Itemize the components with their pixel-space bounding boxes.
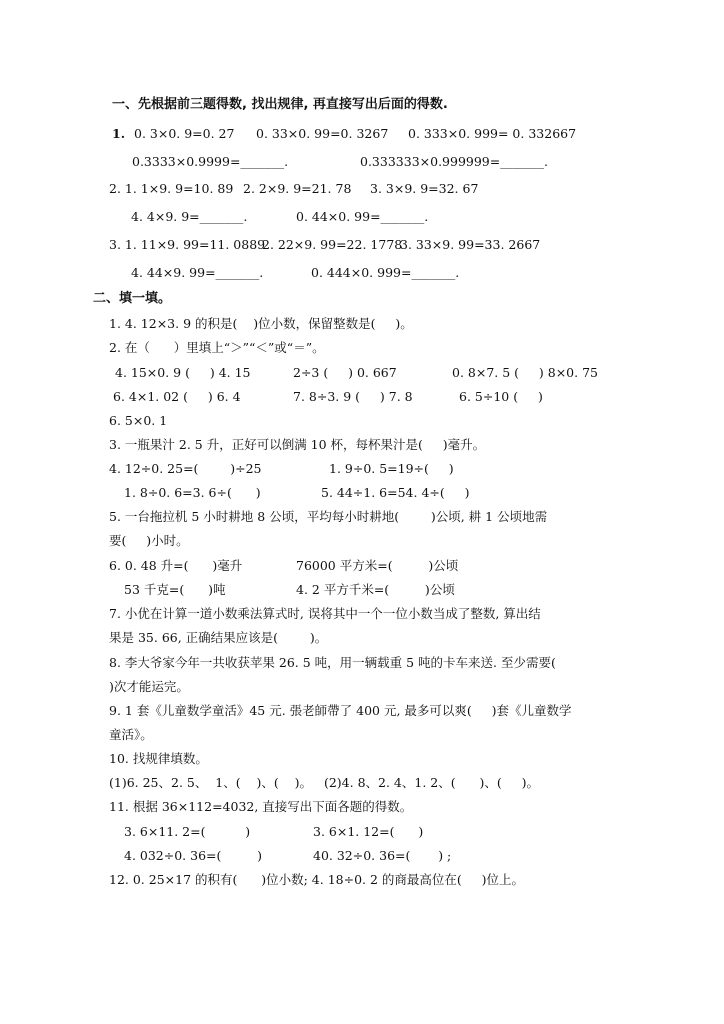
- s2-line-6d: 4. 2 平方千米=( )公顷: [296, 582, 455, 597]
- s2-line-4b: 1. 9÷0. 5=19÷( ): [329, 461, 454, 476]
- q3-blank-a: 4. 44×9. 99=_______.: [131, 265, 264, 280]
- section2-heading: 二、填一填。: [93, 291, 172, 306]
- compare-item-5: 7. 8÷3. 9 ( ) 7. 8: [293, 389, 413, 404]
- s2-line-1: 1. 4. 12×3. 9 的积是( )位小数，保留整数是( )。: [109, 316, 413, 331]
- compare-item-6-cont: 6. 5×0. 1: [109, 413, 168, 428]
- q1-example-c: 0. 333×0. 999= 0. 332667: [408, 126, 577, 141]
- s2-line-12: 12. 0. 25×17 的积有( )位小数; 4. 18÷0. 2 的商最高位在( )位上。: [109, 872, 525, 887]
- s2-line-10: 10. 找规律填数。: [109, 751, 208, 766]
- q2-blank-b: 0. 44×0. 99=_______.: [296, 209, 429, 224]
- q1-blank-b: 0.333333×0.999999=_______.: [360, 154, 548, 169]
- s2-line-11a: 3. 6×11. 2=( ): [124, 824, 251, 839]
- q3-example-c: 3. 33×9. 99=33. 2667: [400, 237, 541, 252]
- s2-line-11b: 3. 6×1. 12=( ): [313, 824, 424, 839]
- s2-line-11c: 4. 032÷0. 36=( ): [124, 848, 263, 863]
- compare-item-2: 2÷3 ( ) 0. 667: [293, 365, 397, 380]
- s2-line-8-cont: )次才能运完。: [109, 679, 189, 694]
- q2-example-c: 3. 3×9. 9=32. 67: [370, 181, 479, 196]
- q1-example-b: 0. 33×0. 99=0. 3267: [256, 126, 389, 141]
- s2-line-9-cont: 童活》。: [109, 727, 153, 742]
- s2-line-6b: 76000 平方米=( )公顷: [296, 558, 459, 573]
- q2-blank-a: 4. 4×9. 9=_______.: [131, 209, 248, 224]
- s2-line-3: 3. 一瓶果汁 2. 5 升，正好可以倒满 10 杯，每杯果汁是( )毫升。: [109, 437, 486, 452]
- s2-line-10-items: (1)6. 25、2. 5、 1、( )、( )。 (2)4. 8、2. 4、1. 2、( )、( )。: [109, 775, 539, 790]
- s2-line-5-cont: 要( )小时。: [109, 533, 189, 548]
- q2-example-a: 2. 1. 1×9. 9=10. 89: [109, 181, 234, 196]
- s2-line-7-cont: 果是 35. 66, 正确结果应该是( )。: [109, 630, 328, 645]
- s2-line-5: 5. 一台拖拉机 5 小时耕地 8 公顷，平均每小时耕地( )公顷, 耕 1 公顷地需: [109, 509, 548, 524]
- s2-line-6a: 6. 0. 48 升=( )毫升: [109, 558, 243, 573]
- s2-line-9: 9. 1 套《儿童数学童活》45 元. 張老師帶了 400 元, 最多可以爽( )套《儿童数学: [109, 703, 572, 718]
- s2-line-4a: 4. 12÷0. 25=( )÷25: [109, 461, 262, 476]
- s2-line-4c: 1. 8÷0. 6=3. 6÷( ): [124, 485, 261, 500]
- section1-heading: 一、先根据前三题得数, 找出规律, 再直接写出后面的得数.: [112, 97, 448, 112]
- q2-example-b: 2. 2×9. 9=21. 78: [243, 181, 352, 196]
- compare-item-3: 0. 8×7. 5 ( ) 8×0. 75: [452, 365, 598, 380]
- s2-line-11: 11. 根据 36×112=4032, 直接写出下面各题的得数。: [109, 799, 413, 814]
- compare-item-6: 6. 5÷10 ( ): [459, 389, 543, 404]
- s2-line-6c: 53 千克=( )吨: [124, 582, 226, 597]
- s2-line-7: 7. 小优在计算一道小数乘法算式时, 误将其中一个一位小数当成了整数, 算出结: [109, 606, 541, 621]
- s2-line-2: 2. 在（ ）里填上“＞”“＜”或“＝”。: [109, 340, 325, 355]
- q3-example-b: 2. 22×9. 99=22. 1778: [262, 237, 403, 252]
- q1-blank-a: 0.3333×0.9999=_______.: [132, 154, 289, 169]
- compare-item-4: 6. 4×1. 02 ( ) 6. 4: [113, 389, 241, 404]
- compare-item-1: 4. 15×0. 9 ( ) 4. 15: [115, 365, 251, 380]
- s2-line-8: 8. 李大爷家今年一共收获苹果 26. 5 吨，用一辆载重 5 吨的卡车来送. 至少需要(: [109, 655, 556, 670]
- q3-blank-b: 0. 444×0. 999=_______.: [311, 265, 460, 280]
- s2-line-11d: 40. 32÷0. 36=( ) ;: [313, 848, 452, 863]
- q1-example-a: 0. 3×0. 9=0. 27: [134, 126, 235, 141]
- q3-example-a: 3. 1. 11×9. 99=11. 0889: [109, 237, 266, 252]
- q1-number: 1.: [112, 126, 126, 141]
- s2-line-4d: 5. 44÷1. 6=54. 4÷( ): [321, 485, 470, 500]
